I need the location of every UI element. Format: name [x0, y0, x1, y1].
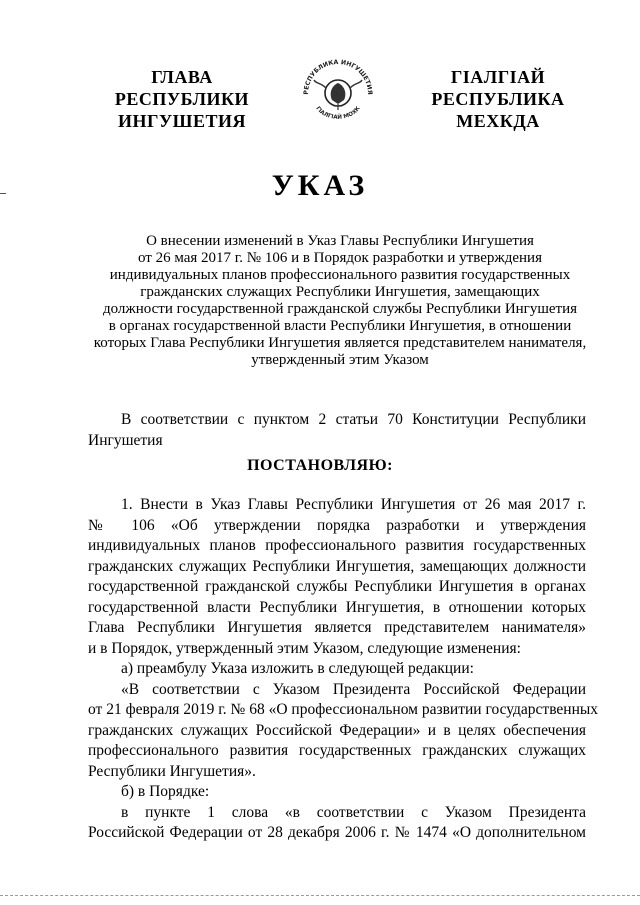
body-line: гражданских служащих Республики Ингушетия, замещающих должности [88, 557, 586, 575]
subject-line: в органах государственной власти Республики Ингушетия, в отношении [108, 318, 572, 334]
body-line: Республики Ингушетия». [88, 762, 256, 780]
decree-body [88, 495, 599, 844]
subject-line: индивидуальных планов профессионального развития государственных [109, 267, 571, 283]
header-left-line: ИНГУШЕТИЯ [118, 111, 246, 131]
body-line: гражданских служащих Российской Федерации» и в целях обеспечения [88, 721, 586, 739]
header-right-line: ГIАЛГIАЙ [450, 67, 546, 87]
header-left-title [107, 66, 257, 132]
body-line: и в Порядок, утвержденный этим Указом, следующие изменения: [88, 639, 521, 657]
header-left-line: ГЛАВА [151, 67, 213, 87]
decree-subject [70, 233, 610, 369]
header-right-line: РЕСПУБЛИКА [431, 89, 565, 109]
header-left-line: РЕСПУБЛИКИ [114, 89, 250, 109]
body-line: а) преамбулу Указа изложить в следующей редакции: [121, 660, 474, 677]
body-line: государственной гражданской службы Республики Ингушетия в органах [88, 578, 586, 595]
body-line: Глава Республики Ингушетия является представителем нанимателя» [88, 619, 586, 636]
body-line: индивидуальных планов профессионального развития государственных [88, 537, 586, 554]
subject-line: должности государственной гражданской службы Республики Ингушетия [102, 301, 578, 317]
body-line: государственной власти Республики Ингушетия, в отношении которых [88, 598, 586, 616]
preamble-line: Ингушетия [88, 431, 163, 449]
emblem-text-bottom: ГIАЛГIАЙ МОХК [314, 105, 362, 121]
preamble-line: В соответствии с пунктом 2 статьи 70 Конституции Республики [121, 411, 586, 428]
scan-bottom-edge [0, 895, 640, 896]
header-right-title [423, 66, 573, 132]
subject-line: гражданских служащих Республики Ингушетия, замещающих [140, 284, 540, 300]
body-line: «В соответствии с Указом Президента Российской Федерации [121, 680, 586, 698]
decree-word: ПОСТАНОВЛЯЮ: [247, 457, 393, 474]
body-line: б) в Порядке: [121, 783, 210, 800]
document-title: УКАЗ [271, 169, 369, 202]
body-line: от 21 февраля 2019 г. № 68 «О профессиональном развитии государственных [88, 701, 599, 718]
preamble-paragraph [88, 410, 586, 451]
subject-line: от 26 мая 2017 г. № 106 и в Порядок разработки и утверждения [138, 250, 542, 266]
subject-line: О внесении изменений в Указ Главы Республики Ингушетия [146, 233, 534, 249]
emblem-text-top: РЕСПУБЛИКА ИНГУШЕТИЯ [302, 58, 374, 95]
body-line: Российской Федерации от 28 декабря 2006 г. № 1474 «О дополнительном [88, 824, 586, 841]
coat-of-arms-emblem-icon [298, 58, 378, 124]
body-line: в пункте 1 слова «в соответствии с Указом Президента [121, 803, 586, 821]
body-line: 1. Внести в Указ Главы Республики Ингушетия от 26 мая 2017 г. [121, 496, 586, 513]
body-line: № 106 «Об утверждении порядка разработки и утверждения [88, 516, 586, 534]
subject-line: которых Глава Республики Ингушетия является представителем нанимателя, [93, 335, 587, 351]
header-right-line: МЕХКДА [456, 111, 540, 131]
subject-line: утвержденный этим Указом [251, 352, 429, 368]
body-line: профессионального развития государственных гражданских служащих [88, 742, 586, 759]
